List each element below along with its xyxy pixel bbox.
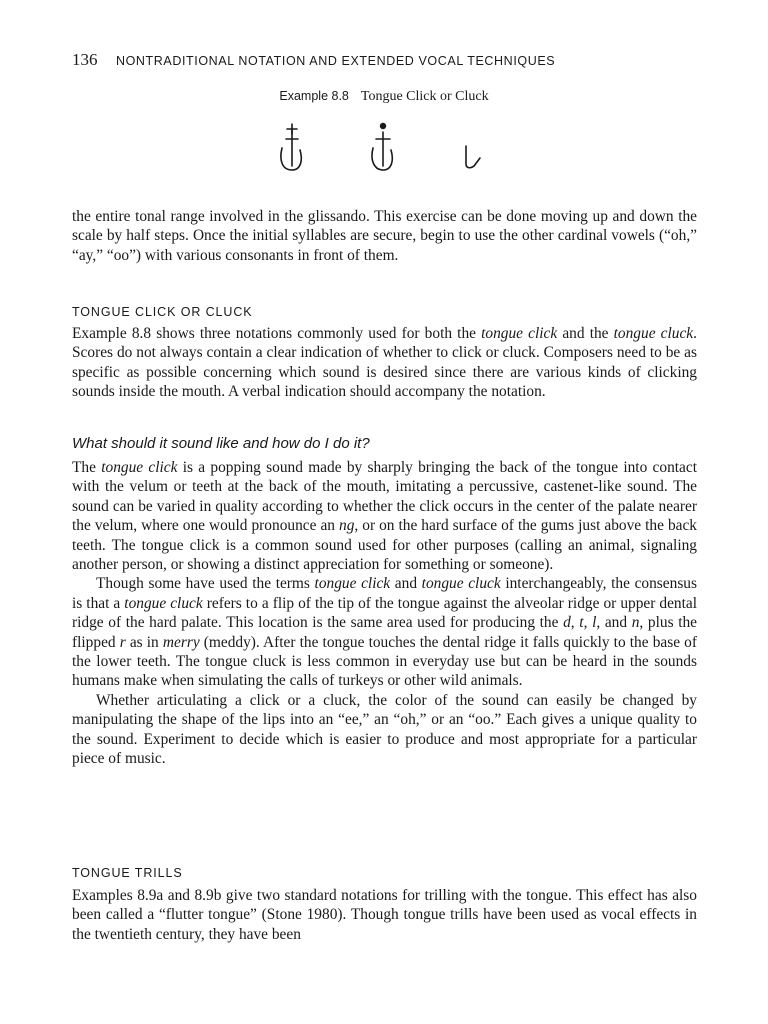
paragraph: Example 8.8 shows three notations commonly used for both the tongue click and the tongue cluck. Scores do not always contain a clear indication of whether to click or cluck. Composers need to be as specific as possible concerning which sound is desired since there are various kinds of clicking sounds inside the mouth. A verbal indication should accompany the notation. bbox=[72, 325, 697, 401]
section-heading: TONGUE CLICK OR CLUCK bbox=[72, 305, 253, 319]
example-caption bbox=[0, 87, 768, 105]
running-head bbox=[72, 50, 555, 70]
notation-figure bbox=[270, 120, 500, 180]
notation-symbol-staccato bbox=[372, 124, 392, 170]
paragraph: the entire tonal range involved in the glissando. This exercise can be done moving up and down the scale by half steps. Once the initial syllables are secure, begin to use the other cardinal vowels (“oh,” “ay,” “oo”) with various consonants in front of them. bbox=[72, 208, 697, 264]
intro-paragraph-block bbox=[72, 207, 697, 265]
paragraph: Examples 8.9a and 8.9b give two standard notations for trilling with the tongue. This effect has also been called a “flutter tongue” (Stone 1980). Though tongue trills have been used as vocal effects in the twentieth century, they have been bbox=[72, 887, 697, 943]
trills-paragraph-block bbox=[72, 886, 697, 944]
page-number: 136 bbox=[72, 50, 98, 69]
click-notation-symbols bbox=[270, 120, 500, 180]
notation-symbol-hook bbox=[466, 146, 480, 168]
running-head-title: NONTRADITIONAL NOTATION AND EXTENDED VOCAL TECHNIQUES bbox=[115, 54, 556, 68]
notation-symbol-cross bbox=[281, 124, 301, 170]
section-heading: TONGUE TRILLS bbox=[72, 866, 183, 880]
paragraph: Whether articulating a click or a cluck, the color of the sound can easily be changed by manipulating the shape of the lips into an “ee,” an “oh,” or an “oo.” Each gives a unique quality to the sound. Experiment to decide which is easier to produce and most appropriate for a particular piece of music. bbox=[72, 691, 697, 768]
paragraph: The tongue click is a popping sound made by sharply bringing the back of the tongue into contact with the velum or teeth at the back of the mouth, imitating a percussive, castenet-like sound. The sound can be varied in quality according to whether the click occurs in the center of the palate nearer the velum, where one would pronounce an ng, or on the hard surface of the gums just above the back teeth. The tongue click is a common sound used for other purposes (calling an animal, signaling another person, or showing a distinct appreciation for something or someone). bbox=[72, 459, 697, 574]
example-title: Tongue Click or Cluck bbox=[360, 89, 489, 104]
click-body-block bbox=[72, 458, 697, 769]
paragraph: Though some have used the terms tongue click and tongue cluck interchangeably, the consensus is that a tongue cluck refers to a flip of the tip of the tongue against the alveolar ridge or upper dental ridge of the hard palate. This location is the same area used for producing the d, t, l, and n, plus the flipped r as in merry (meddy). After the tongue touches the dental ridge it falls quickly to the base of the lower teeth. The tongue cluck is less common in everyday use but can be heard in the sounds humans make when simulating the calls of turkeys or other wild animals. bbox=[72, 575, 698, 690]
click-paragraph-block bbox=[72, 324, 697, 402]
example-label: Example 8.8 bbox=[279, 89, 349, 103]
subheading: What should it sound like and how do I do it? bbox=[72, 435, 370, 452]
